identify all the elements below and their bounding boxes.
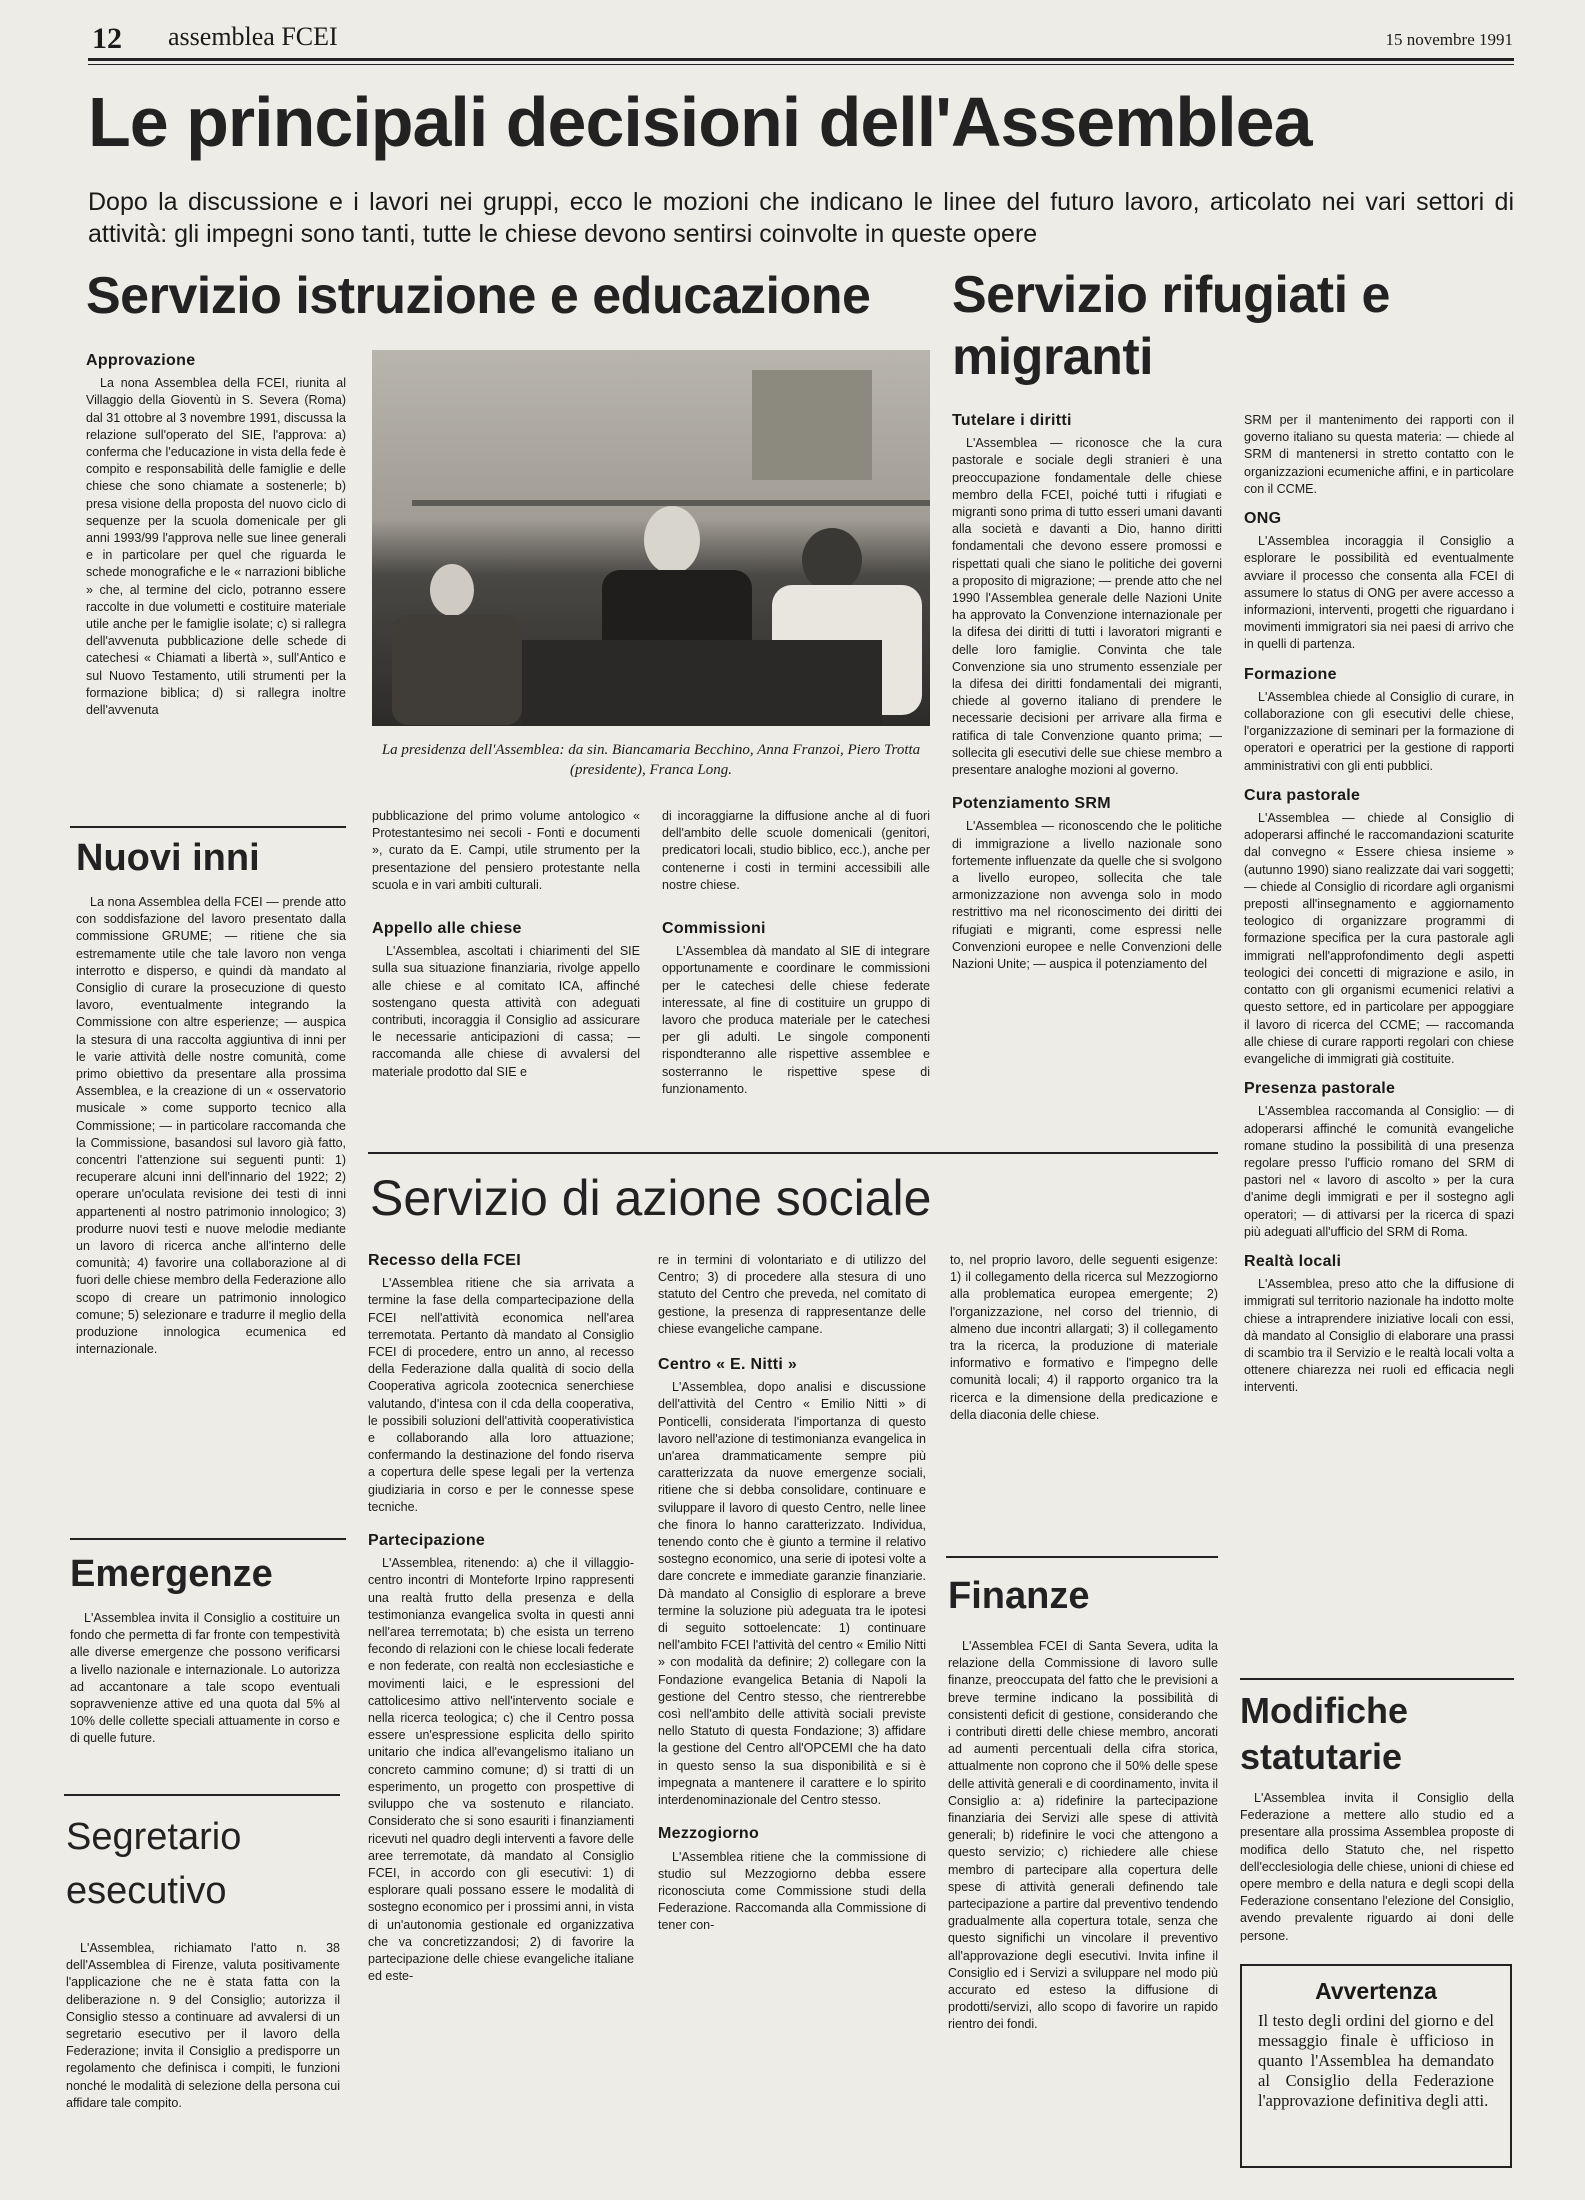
mezzogiorno-text-cont: to, nel proprio lavoro, delle seguenti esigenze: 1) il collegamento della ricerca sul Mezzogiorno alla problematica europea emergente; 2) l'organizzazione, nel corso del triennio, di almeno due incontri allargati; 3) il collegamento tra la ricerca, la produzione di materiale informativo e formativo e l'impegno delle comunità locali; 4) il rapporto organico tra la ricerca e la dimensione della predicazione e della diaconia delle chiese. (950, 1253, 1218, 1422)
rule-sociale (368, 1152, 1218, 1154)
section-title-emergenze: Emergenze (70, 1553, 273, 1595)
sociale-text-cont: re in termini di volontariato e di utilizzo del Centro; 3) di procedere alla stesura di uno statuto del Centro che preveda, nel comitato di gestione, la presenza di rappresentanze delle chiese evangeliche campane. (658, 1253, 926, 1336)
recesso-text: L'Assemblea ritiene che sia arrivata a termine la fase della compartecipazione della FCEI nell'attività economica nell'area terremotata. Pertanto dà mandato al Consiglio FCEI di procedere, entro un anno, al recesso della Federazione dalla qualità di socio della Cooperativa agricola zootecnica senerchiese valutando, d'intesa con il cda della cooperativa, le possibili soluzioni dell'attività cooperativistica e collaborando alla loro attuazione; confermando la destinazione del fondo riserva a copertura delle spese legali per la vertenza giudiziaria in corso e per le connesse spese tecniche. (368, 1276, 634, 1514)
istruzione-text-cont: pubblicazione del primo volume antologico « Protestantesimo nei secoli - Fonti e documenti », curato da E. Campi, utile strumento per la presentazione del pensiero protestante nella scuola e in vari ambiti culturali. (372, 809, 640, 892)
srm-text: SRM per il mantenimento dei rapporti con il governo italiano su questa materia: — chiede al SRM di mantenersi in stretto contatto con le organizzazioni ecumeniche affini, e in particolare con il CCME. (1244, 413, 1514, 496)
modifiche-col (1240, 1790, 1514, 1945)
assembly-photo (372, 350, 930, 726)
publication-name: assemblea FCEI (168, 22, 338, 51)
rule-finanze (946, 1556, 1218, 1558)
subhead-mezzogiorno: Mezzogiorno (658, 1825, 760, 1843)
potenziamento-text: L'Assemblea — riconoscendo che le politiche di immigrazione a livello nazionale sono fortemente influenzate da quelle che si svolgono a livello europeo, sollecita che tale armonizzazione non avvenga solo in modo restrittivo ma nel riconoscimento dei diritti dei rifugiati e migranti, come espressi nelle Convenzioni europee e nelle Convenzioni delle Nazioni Unite; — auspica il potenziamento del (952, 819, 1222, 972)
istruzione-col2 (372, 808, 640, 1081)
subhead-commissioni: Commissioni (662, 920, 766, 938)
section-title-segretario: Segretario esecutivo (66, 1816, 242, 1912)
modifiche-text: L'Assemblea invita il Consiglio della Federazione a mettere allo studio ed a presentare alla prossima Assemblea proposte di modifica dello Statuto che, nel rispetto dell'ecclesiologia delle chiese, unioni di chiese ed opere membro e della natura e degli scopi della Federazione consentano l'elezione del Consiglio, avendo prevalente riguardo ai doni delle persone. (1240, 1791, 1514, 1943)
subhead-presenza-pastorale: Presenza pastorale (1244, 1080, 1396, 1098)
commissioni-text: L'Assemblea dà mandato al SIE di integrare opportunamente e coordinare le commissioni per le catechesi delle chiese federate interessate, al fine di costituire un gruppo di lavoro che produca materiale per le catechesi per gli adulti. Le singole componenti rispondteranno alle rispettive assemblee e sosterranno le rispettive spese di funzionamento. (662, 944, 930, 1096)
rule-inni (70, 826, 346, 828)
avvertenza-box (1240, 1964, 1512, 2168)
subhead-realta-locali: Realtà locali (1244, 1252, 1342, 1270)
formazione-text: L'Assemblea chiede al Consiglio di curare, in collaborazione con gli esecutivi delle chiese, l'organizzazione di seminari per la formazione di operatori e operatrici per la gestione di rapporti amministrativi con gli enti pubblici. (1244, 689, 1514, 773)
section-title-finanze: Finanze (948, 1575, 1090, 1617)
subhead-recesso: Recesso della FCEI (368, 1252, 522, 1269)
rifugiati-col2 (1244, 412, 1514, 1397)
subhead-cura-pastorale: Cura pastorale (1244, 786, 1361, 804)
subhead-ong: ONG (1244, 510, 1282, 528)
subhead-approvazione: Approvazione (86, 352, 196, 369)
nitti-text: L'Assemblea, dopo analisi e discussione dell'attività del Centro « Emilio Nitti » di Ponticelli, considerata l'importanza di questo lavoro nell'azione di testimonianza evangelica in un'area drammaticamente sempre più caratterizzata da nuove emergenze sociali, ritiene che si debba consolidare, continuare e sviluppare il lavoro di questo Centro, nelle linee che finora lo hanno caratterizzato. Individua, tenendo conto che è giunto a termine il relativo sostegno economico, una serie di ipotesi volte a dare concrete e immediate garanzie finanziarie. Dà mandato al Consiglio di esplorare a breve termine la soluzione più adeguata tra le ipotesi di seguito sottoelencate: 1) continuare nell'ambito FCEI l'attività del centro « Emilio Nitti » con modalità da definire; 2) collegare con la Fondazione evangelica Betania di Napoli la gestione del Centro stesso, che rientrerebbe così nell'ambito delle attività sociali previste nello Statuto di questa Fondazione; 3) affidare la gestione del Centro all'OPCEMI che ha dato in questo senso la sua disponibilità e si è impegnata a mantenere il carattere e lo spirito interdenominazionale del Centro stesso. (658, 1380, 926, 1808)
sociale-col2 (658, 1252, 926, 1935)
finanze-text: L'Assemblea FCEI di Santa Severa, udita la relazione della Commissione di lavoro sulle finanze, preoccupata del fatto che le previsioni a breve termine indicano la possibilità di consistenti deficit di gestione, considerando che i contributi diretti delle chiese membro, ancorati ad aumenti percentuali della cifra storica, attualmente non coprono che il 50% delle spese delle attività generali e di coordinamento, invita il Consiglio a: a) ridefinire la partecipazione finanziaria dei Servizi alle spese di attività generali; b) ridefinire le voci che attengono a questo servizio; c) richiedere alle chiese membro di partecipare alla copertura delle spese di attività generali definendo tale partecipazione a partire dal preventivo tendendo gradualmente alla copertura totale, senza che questo significhi un vincolare il preventivo all'approvazione degli esecutivi. Invita infine il Consiglio ed i Servizi a sviluppare nel modo più accurato ed esteso la diffusione di prodotti/servizi, allo scopo di favorire un rapido rientro dei fondi. (948, 1639, 1218, 2032)
segretario-text: L'Assemblea, richiamato l'atto n. 38 dell'Assemblea di Firenze, valuta positivamente l'applicazione che ne è stata fatta con la deliberazione n. 9 del Consiglio; autorizza il Consiglio stesso a continuare ad avvalersi di un segretario esecutivo per il lavoro della Federazione; invita il Consiglio a predisporre un regolamento che definisca i compiti, le funzioni nonché le modalità di selezione della persona cui affidare tale compito. (66, 1941, 340, 2110)
sociale-col3 (950, 1252, 1218, 1424)
emergenze-text: L'Assemblea invita il Consiglio a costituire un fondo che permetta di far fronte con tempestività alle diverse emergenze che possono verificarsi a livello nazionale e internazionale. Lo autorizza ad accantonare a tale scopo eventuali sopravvenienze attive ed una quota dal 5% al 10% delle collette speciali attuamente in corso e di quelle future. (70, 1611, 340, 1746)
cura-pastorale-text: L'Assemblea — chiede al Consiglio di adoperarsi affinché le raccomandazioni scaturite dal convegno « Essere chiesa insieme » (autunno 1990) siano realizzate dai vari soggetti; — chiede al Consiglio di ricordare agli organismi preposti all'insegnamento e aggiornamento teologico di organizzare programmi di formazione specifica per la cura pastorale agli immigrati nell'approfondimento degli aspetti teologici dei concetti di migrazione e asilo, in contatto con gli organismi ecumenici relativi a questo settore, ed in particolare per appoggiare il lavoro di ricerca del CCME; — raccomanda alle chiese di curare rapporti regolari con chiese evangeliche di immigrati già costituite. (1244, 811, 1514, 1066)
page-headline: Le principali decisioni dell'Assemblea (88, 83, 1312, 161)
subhead-nitti: Centro « E. Nitti » (658, 1356, 798, 1374)
istruzione-col1 (86, 352, 346, 719)
mezzogiorno-text: L'Assemblea ritiene che la commissione di studio sul Mezzogiorno debba essere riconosciuta come Commissione studi della Federazione. Raccomanda alla Commissione di tener con- (658, 1849, 926, 1933)
page-number: 12 (92, 22, 122, 55)
presenza-pastorale-text: L'Assemblea raccomanda al Consiglio: — di adoperarsi affinché le comunità evangeliche romane studino la possibilità di una presenza regolare presso l'ufficio romano del SRM di pastori nel « lavoro di ascolto » per la cura d'anime degli immigrati e per il sostegno agli operatori; — di attivarsi per la ricerca di spazi più adeguati all'ufficio del SRM di Roma. (1244, 1104, 1514, 1239)
tutelare-text: L'Assemblea — riconosce che la cura pastorale e sociale degli stranieri è una preoccupazione fondamentale delle chiese membro della FCEI, poiché tutti i rifugiati e migranti sono prima di tutto esseri umani davanti alla società e davanti a Dio, hanno diritti fondamentali che devono essere promossi e rispettati quali che siano le politiche dei governi a proposito di migrazione; — prende atto che nel 1990 l'Assemblea generale delle Nazioni Unite ha approvato la Convenzione internazionale per la difesa dei diritti di tutti i lavoratori migranti e delle loro famiglie. Convinta che tale Convenzione sia uno strumento essenziale per la difesa dei diritti fondamentali dei migranti, chiede al governo italiano di prendere le necessarie decisioni per arrivare alla firma e ratifica di tale Convenzione quanto prima; — sollecita gli esecutivi delle sue chiese membro a presentare analoghe mozioni al governo. (952, 436, 1222, 778)
inni-text: La nona Assemblea della FCEI — prende atto con soddisfazione del lavoro presentato dalla commissione GRUME; — ritiene che sia estremamente utile che tale lavoro non venga interrotto e disperso, e quindi dà mandato al Consiglio di curare la prosecuzione di questo lavoro, eventualmente integrando la Commissione con altre esperienze; — auspica la stesura di una raccolta aggiuntiva di inni per le varie attività delle nostre comunità, come primo obiettivo da presentare alla prossima Assemblea, e la creazione di un « osservatorio musicale » come supporto tecnico alla Commissione; — in particolare raccomanda che la Commissione, basandosi sul lavoro già fatto, concentri l'attenzione sui seguenti punti: 1) recuperare alcuni inni dell'innario del 1922; 2) operare un'oculata revisione dei testi di inni appartenenti al nostro patrimonio innologico; 3) produrre nuovi testi e nuove melodie mediante un lavoro di ricerca anche all'interno delle comunità; 4) favorire una collaborazione al di fuori delle chiese membro della Federazione allo scopo di creare un patrimonio innologico comune; 5) selezionare e tradurre il meglio della produzione innologica ecumenica ed internazionale. (76, 895, 346, 1357)
subhead-potenziamento: Potenziamento SRM (952, 795, 1111, 813)
istruzione-col3 (662, 808, 930, 1098)
istruzione-text: La nona Assemblea della FCEI, riunita al Villaggio della Gioventù in S. Severa (Roma) dal 31 ottobre al 3 novembre 1991, discussa la relazione sull'operato del SIE, l'approva: a) conferma che l'educazione in vista della fede è compito e responsabilità delle famiglie e delle chiese che sono chiamate a sostenerle; b) presa visione della proposta del nuovo ciclo di sequenze per la scuola domenicale per gli anni 1993/99 l'approva nelle sue linee generali e in particolare per quel che riguarda le schede monografiche e le « narrazioni bibliche » che, al termine del ciclo, potranno essere raccolte in due volumetti e costituire materiale utile anche per le famiglie isolate; c) si rallegra dell'avvenuta pubblicazione delle schede di catechesi « Chiamati a libertà », sull'Antico e sul Nuovo Testamento, utili strumenti per la formazione biblica; d) si rallegra inoltre dell'avvenuta (86, 376, 346, 718)
avvertenza-title: Avvertenza (1315, 1978, 1437, 2004)
subhead-formazione: Formazione (1244, 665, 1337, 683)
sociale-col1 (368, 1252, 634, 1985)
photo-caption: La presidenza dell'Assemblea: da sin. Biancamaria Becchino, Anna Franzoi, Piero Trotta (presidente), Franca Long. (381, 742, 921, 778)
rifugiati-col1 (952, 412, 1222, 973)
rule-emergenze (70, 1538, 346, 1540)
segretario-col (66, 1940, 340, 2112)
subhead-appello: Appello alle chiese (372, 920, 522, 938)
section-title-istruzione: Servizio istruzione e educazione (86, 267, 871, 325)
istruzione-text-end: di incoraggiarne la diffusione anche al di fuori dell'ambito delle scuole domenicali (genitori, predicatori locali, studio biblico, ecc.), anche per contenerne i costi in termini accessibili alle nostre chiese. (662, 809, 930, 892)
section-title-sociale: Servizio di azione sociale (370, 1170, 932, 1226)
subhead-tutelare: Tutelare i diritti (952, 412, 1072, 429)
section-title-rifugiati: Servizio rifugiati e migranti (952, 266, 1390, 386)
subhead-partecipazione: Partecipazione (368, 1532, 486, 1550)
appello-text: L'Assemblea, ascoltati i chiarimenti del SIE sulla sua situazione finanziaria, rivolge appello alle chiese e al comitato ICA, affinché sostengano questa attività con adeguati contributi, incoraggia il Consiglio ad assicurare le necessarie anticipazioni di cassa; — raccomanda alle chiese di avvalersi del materiale prodotto dal SIE e (372, 944, 640, 1079)
avvertenza-text: Il testo degli ordini del giorno e del messaggio finale è ufficioso in quanto l'Assemblea ha demandato al Consiglio della Federazione l'approvazione definitiva degli atti. (1258, 2011, 1494, 2110)
section-title-modifiche: Modifiche statutarie (1240, 1690, 1408, 1777)
section-title-inni: Nuovi inni (76, 837, 260, 879)
masthead-rule-thin (88, 64, 1514, 65)
realta-locali-text: L'Assemblea, preso atto che la diffusione di immigrati sul territorio nazionale ha indotto molte chiese a intraprendere iniziative locali con essi, dà mandato al Consiglio di elaborare una prassi di scambio tra il Servizio e le realtà locali volta a ottenere chiarezza nei ruoli ed efficacia negli interventi. (1244, 1277, 1514, 1395)
rule-modifiche (1240, 1678, 1514, 1680)
lead-paragraph: Dopo la discussione e i lavori nei gruppi, ecco le mozioni che indicano le linee del futuro lavoro, articolato nei vari settori di attività: gli impegni sono tanti, tutte le chiese devono sentirsi coinvolte in queste opere (88, 188, 1514, 248)
finanze-col (948, 1638, 1218, 2034)
masthead-rule (88, 58, 1514, 61)
photo-icon (372, 350, 930, 726)
rule-segretario (64, 1794, 340, 1796)
emergenze-col (70, 1610, 340, 1748)
inni-col (76, 894, 346, 1358)
issue-date: 15 novembre 1991 (1385, 30, 1513, 49)
ong-text: L'Assemblea incoraggia il Consiglio a esplorare le possibilità ed eventualmente avviare il processo che consenta alla FCEI di assumere lo status di ONG per avere accesso a informazioni, interventi, progetti che riguardano i movimenti immigratori sia nei paesi di arrivo che in quelli di partenza. (1244, 534, 1514, 652)
partecipazione-text: L'Assemblea, ritenendo: a) che il villaggio-centro incontri di Monteforte Irpino rappresenti una realtà frutto della presenza e della testimonianza evangelica svolta in questi anni nell'area terremotata; b) che esista un terreno fecondo di relazioni con le chiese locali federate e non federate, con realtà non ecclesiastiche e movimenti laici, e le espressioni del cattolicesimo attivo nell'intervento sociale e nella ricerca teologica; c) che il Centro possa essere un'espressione esplicita dello spirito unitario che indica all'evangelismo italiano un concreto cammino comune; d) si tratti di un esperimento, un progetto con prospettive di sviluppo che va sostenuto e rilanciato. Considerato che si sono esauriti i finanziamenti ricevuti nel quadro degli interventi a favore delle aree terremotate, dà mandato al Consiglio FCEI, in accordo con gli esecutivi: 1) di esplorare quali possano essere le modalità di sostegno economico per i prossimi anni, in vista di un'autonomia gestionale ed organizzativa che va concretizzandosi; 2) di favorire la partecipazione delle chiese evangeliche italiane ed este- (368, 1556, 634, 1984)
